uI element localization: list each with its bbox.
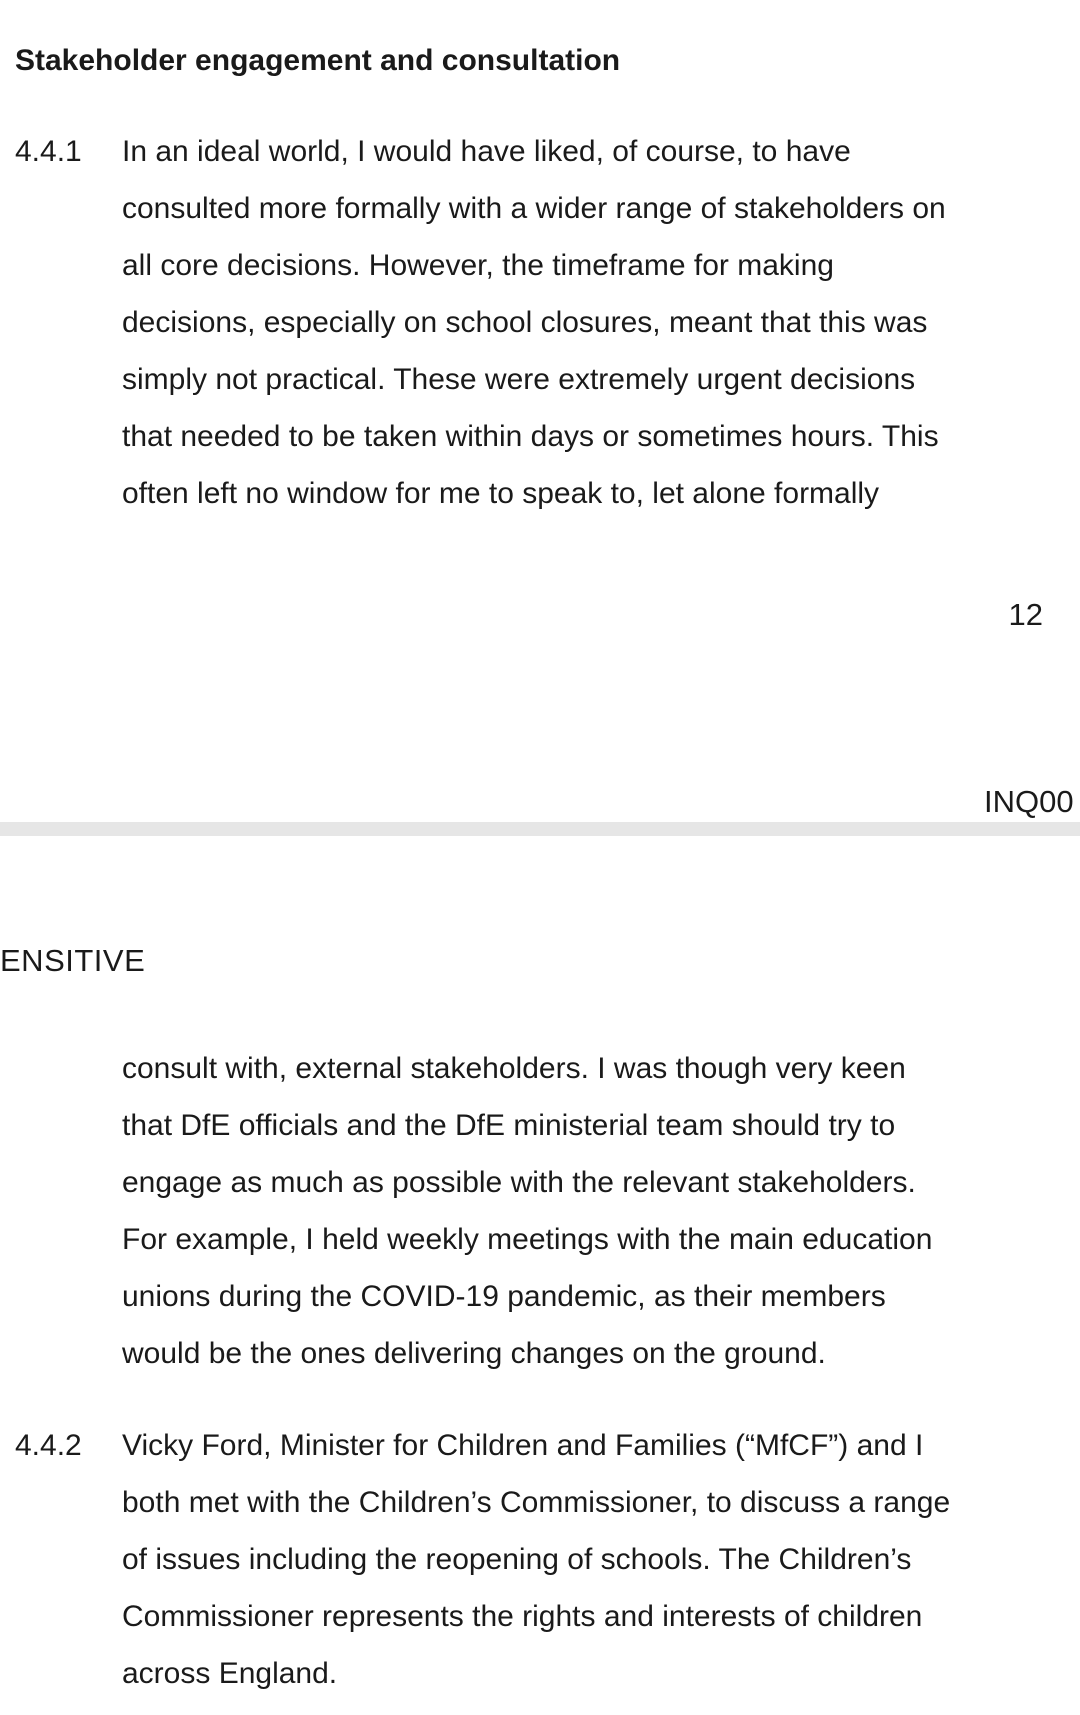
document-page-bottom <box>0 836 1080 1715</box>
paragraph-line: consult with, external stakeholders. I was though very keen <box>122 1052 906 1085</box>
paragraph-line: of issues including the reopening of schools. The Children’s <box>122 1543 912 1576</box>
section-heading: Stakeholder engagement and consultation <box>15 44 621 77</box>
paragraph-line: consulted more formally with a wider range of stakeholders on <box>122 192 946 225</box>
document-page-top <box>0 0 1080 822</box>
document-reference: INQ00 <box>984 784 1074 819</box>
paragraph-line: unions during the COVID-19 pandemic, as their members <box>122 1280 886 1313</box>
paragraph-line: often left no window for me to speak to, let alone formally <box>122 477 880 510</box>
paragraph-number: 4.4.1 <box>15 135 82 168</box>
security-marking: ENSITIVE <box>0 943 146 978</box>
paragraph-number: 4.4.2 <box>15 1429 82 1462</box>
paragraph-line: that DfE officials and the DfE ministerial team should try to <box>122 1109 896 1142</box>
page-number: 12 <box>1008 597 1043 632</box>
paragraph-line: engage as much as possible with the relevant stakeholders. <box>122 1166 916 1199</box>
paragraph-line: all core decisions. However, the timeframe for making <box>122 249 834 282</box>
paragraph-line: Commissioner represents the rights and interests of children <box>122 1600 923 1633</box>
paragraph-line: across England. <box>122 1657 338 1690</box>
paragraph-line: simply not practical. These were extremely urgent decisions <box>122 363 916 396</box>
paragraph-line: that needed to be taken within days or sometimes hours. This <box>122 420 939 453</box>
page-divider <box>0 822 1080 836</box>
paragraph-line: would be the ones delivering changes on the ground. <box>122 1337 826 1370</box>
paragraph-line: For example, I held weekly meetings with the main education <box>122 1223 933 1256</box>
paragraph-line: both met with the Children’s Commissioner, to discuss a range <box>122 1486 951 1519</box>
paragraph-line: In an ideal world, I would have liked, of course, to have <box>122 135 851 168</box>
paragraph-line: Vicky Ford, Minister for Children and Families (“MfCF”) and I <box>122 1429 924 1462</box>
paragraph-line: decisions, especially on school closures, meant that this was <box>122 306 928 339</box>
